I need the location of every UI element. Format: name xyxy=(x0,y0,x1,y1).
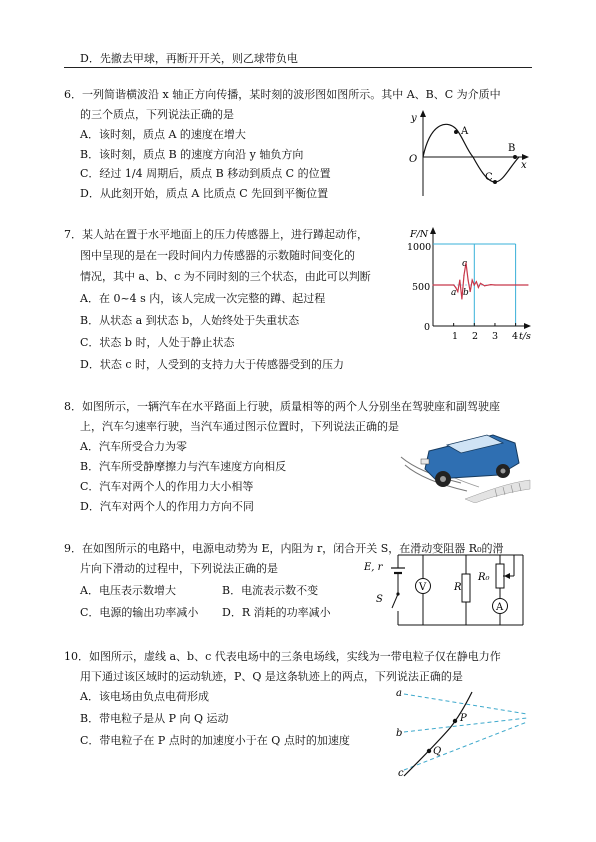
y-tick-500: 500 xyxy=(412,282,431,293)
force-point xyxy=(457,291,458,292)
force-point xyxy=(490,284,491,285)
state-b-label: b xyxy=(463,288,469,298)
q9-option-c: C．电源的输出功率减小 xyxy=(80,606,199,619)
force-point xyxy=(432,284,433,285)
label-a: A xyxy=(461,126,469,137)
force-point xyxy=(459,279,460,280)
label-c: C xyxy=(485,172,493,183)
x-tick-1: 1 xyxy=(452,331,459,342)
state-a-label: a xyxy=(451,288,457,298)
q6-option-d: D．从此刻开始，质点 A 比质点 C 先回到平衡位置 xyxy=(80,187,329,200)
force-point xyxy=(527,284,528,285)
q10-stem-line1: 10．如图所示，虚线 a、b、c 代表电场中的三条电场线，实线为一带电粒子仅在静电力作 xyxy=(64,650,501,663)
q6-option-a: A．该时刻，质点 A 的速度在增大 xyxy=(80,128,246,141)
q9-option-d: D．R 消耗的功率减小 xyxy=(222,606,331,619)
rheostat-r0 xyxy=(496,564,504,588)
x-tick-3: 3 xyxy=(492,331,499,342)
voltmeter-label: V xyxy=(419,582,427,593)
q8-stem-line2: 上，汽车匀速率行驶，当汽车通过图示位置时，下列说法正确的是 xyxy=(80,420,399,433)
q8-option-a: A．汽车所受合力为零 xyxy=(80,440,187,453)
force-point xyxy=(476,281,477,282)
point-b xyxy=(513,155,517,159)
q-label: Q xyxy=(433,746,442,757)
q10-option-a: A．该电场由负点电荷形成 xyxy=(80,690,209,703)
force-point xyxy=(515,284,516,285)
point-a xyxy=(454,130,458,134)
resistor-label: R xyxy=(454,582,462,593)
switch-s xyxy=(392,594,398,608)
q7-stem-line3: 情况，其中 a、b、c 为不同时刻的三个状态，由此可以判断 xyxy=(80,270,371,283)
trajectory xyxy=(404,692,472,776)
force-point xyxy=(461,298,462,299)
q7-force-chart xyxy=(400,222,535,347)
q6-wave-figure xyxy=(405,108,530,198)
q9-circuit-diagram xyxy=(358,550,533,628)
q6-stem-line2: 的三个质点，下列说法正确的是 xyxy=(80,108,234,121)
y-tick-0: 0 xyxy=(424,322,431,333)
line-b-label: b xyxy=(396,728,403,739)
point-c xyxy=(493,180,497,184)
force-point xyxy=(484,285,485,286)
header-rule xyxy=(64,67,532,68)
ammeter-label: A xyxy=(496,602,504,613)
prev-option-d: D．先撤去甲球，再断开开关，则乙球带负电 xyxy=(80,52,298,65)
q9-option-a: A．电压表示数增大 xyxy=(80,584,176,597)
force-point xyxy=(472,279,473,280)
point-p xyxy=(453,719,457,723)
force-point xyxy=(468,279,469,280)
force-point xyxy=(463,275,464,276)
force-point xyxy=(494,284,495,285)
x-unit-label: t/s xyxy=(519,331,531,342)
q7-option-a: A．在 0~4 s 内，该人完成一次完整的蹲、起过程 xyxy=(80,292,326,305)
y-unit-label: F/N xyxy=(410,229,429,240)
x-tick-2: 2 xyxy=(472,331,479,342)
source-label: E, r xyxy=(364,562,383,573)
q6-option-c: C．经过 1/4 周期后，质点 B 移动到质点 C 的位置 xyxy=(80,167,331,180)
line-c-label: c xyxy=(398,768,404,779)
q8-option-c: C．汽车对两个人的作用力大小相等 xyxy=(80,480,254,493)
x-axis-label: x xyxy=(521,160,527,171)
force-point xyxy=(480,283,481,284)
q8-option-d: D．汽车对两个人的作用力方向不同 xyxy=(80,500,254,513)
q8-car-illustration xyxy=(395,425,535,503)
q9-stem-line2: 片向下滑动的过程中，下列说法正确的是 xyxy=(80,562,278,575)
q9-option-b: B．电流表示数不变 xyxy=(222,584,319,597)
state-c-label: c xyxy=(462,259,468,269)
rheostat-label: R₀ xyxy=(478,572,490,583)
q6-option-b: B．该时刻，质点 B 的速度方向沿 y 轴负方向 xyxy=(80,148,304,161)
y-axis-label: y xyxy=(411,113,417,124)
q7-stem-line2: 图中呈现的是在一段时间内力传感器的示数随时间变化的 xyxy=(80,249,355,262)
switch-label: S xyxy=(376,594,383,605)
q10-option-c: C．带电粒子在 P 点时的加速度小于在 Q 点时的加速度 xyxy=(80,734,350,747)
q8-stem-line1: 8．如图所示，一辆汽车在水平路面上行驶，质量相等的两个人分别坐在驾驶座和副驾驶座 xyxy=(64,400,500,413)
point-q xyxy=(427,749,431,753)
line-a-label: a xyxy=(396,688,402,699)
force-point xyxy=(478,287,479,288)
q7-option-d: D．状态 c 时，人受到的支持力大于传感器受到的压力 xyxy=(80,358,344,371)
force-point xyxy=(474,284,475,285)
p-label: P xyxy=(460,713,467,724)
q10-field-lines-figure xyxy=(392,684,532,779)
y-tick-1000: 1000 xyxy=(407,242,432,253)
resistor-r xyxy=(462,574,470,602)
label-b: B xyxy=(508,143,516,154)
q10-stem-line2: 用下通过该区域时的运动轨迹，P、Q 是这条轨迹上的两点，下列说法正确的是 xyxy=(80,670,463,683)
force-point xyxy=(453,284,454,285)
force-series-line xyxy=(433,263,528,299)
q7-stem-line1: 7．某人站在置于水平地面上的压力传感器上，进行蹲起动作， xyxy=(64,228,368,241)
q10-option-b: B．带电粒子是从 P 向 Q 运动 xyxy=(80,712,229,725)
q7-option-b: B．从状态 a 到状态 b，人始终处于失重状态 xyxy=(80,314,300,327)
q8-option-b: B．汽车所受静摩擦力与汽车速度方向相反 xyxy=(80,460,287,473)
q6-stem-line1: 6．一列简谐横波沿 x 轴正方向传播，某时刻的波形图如图所示。其中 A、B、C 为介质中 xyxy=(64,88,501,101)
x-tick-4: 4 xyxy=(512,331,519,342)
q9-stem-line1: 9．在如图所示的电路中，电源电动势为 E，内阻为 r，闭合开关 S，在滑动变阻器 R₀的滑 xyxy=(64,542,504,555)
q7-option-c: C．状态 b 时，人处于静止状态 xyxy=(80,336,235,349)
force-point xyxy=(470,291,471,292)
origin-label: O xyxy=(409,154,418,165)
